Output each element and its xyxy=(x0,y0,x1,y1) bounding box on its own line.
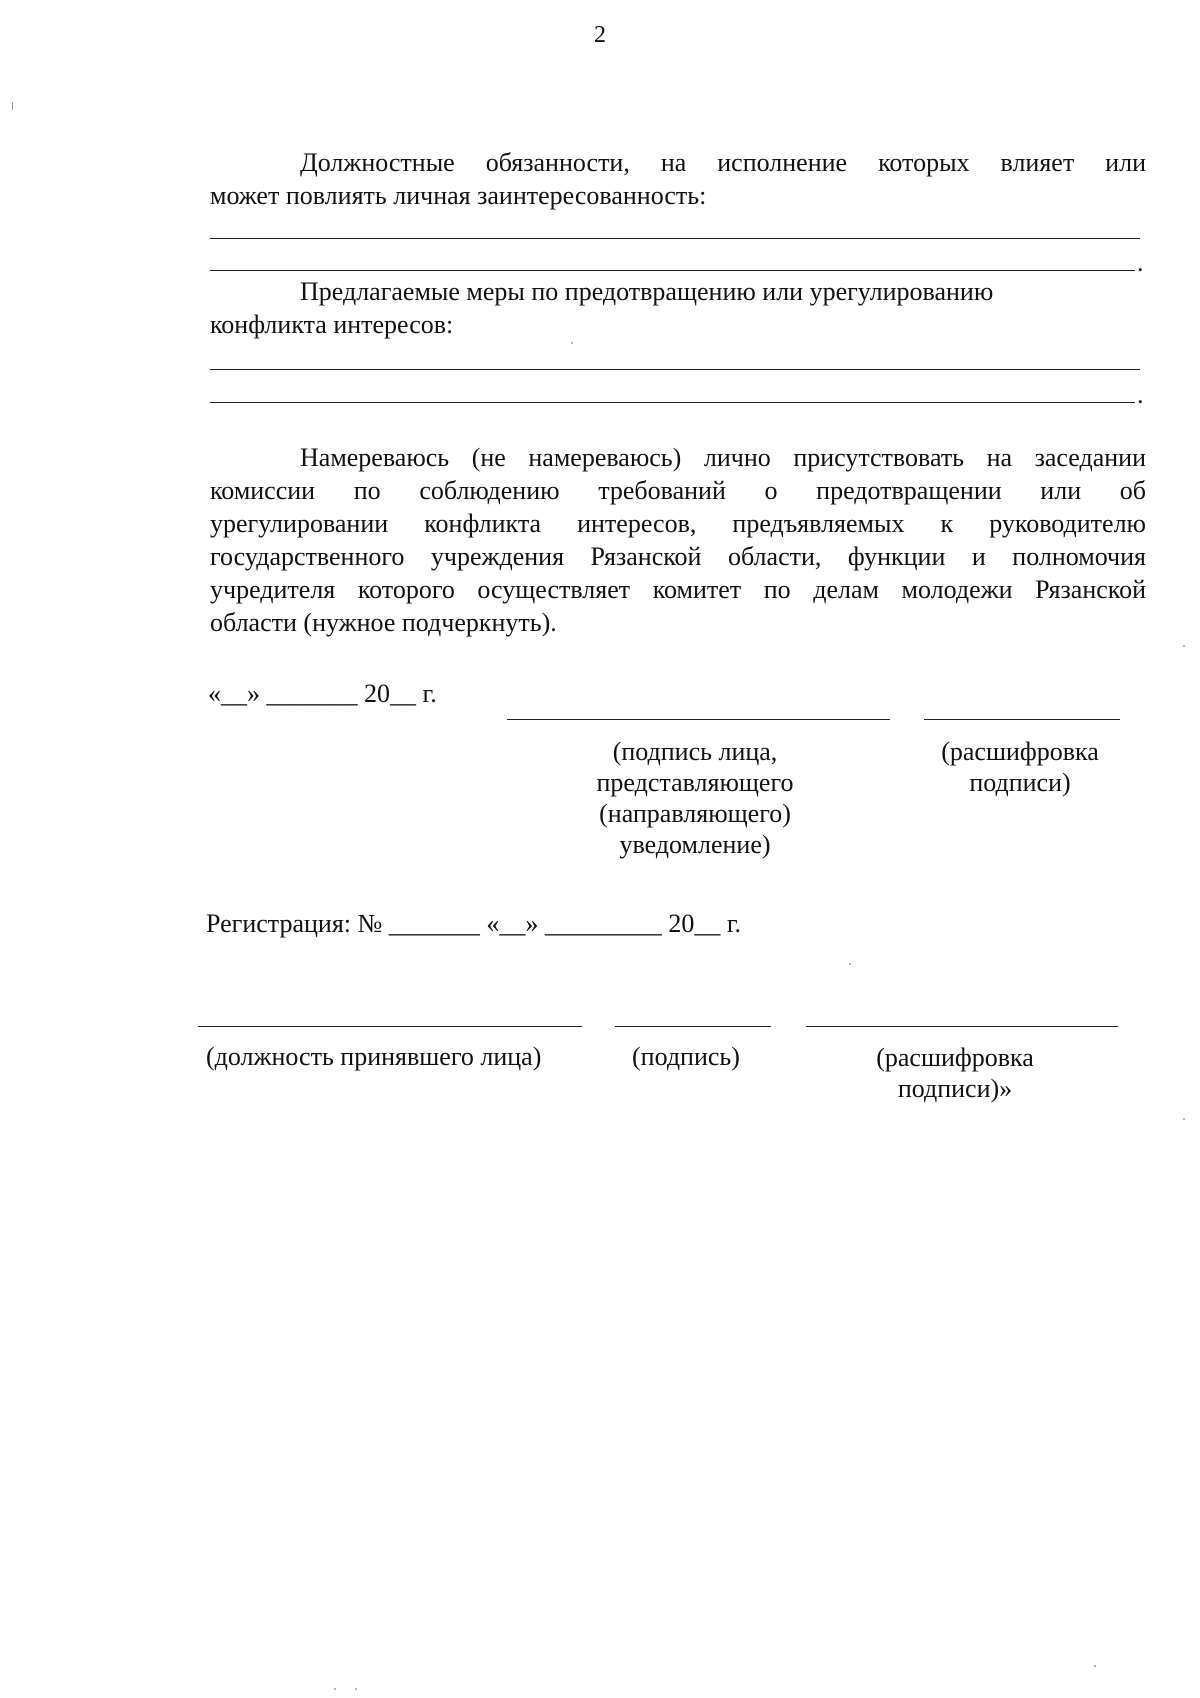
duties-line-1: Должностные обязанности, на исполнение которых влияет или xyxy=(300,148,1146,177)
scan-speck xyxy=(1183,1118,1185,1120)
receiver-decode-line xyxy=(806,1026,1118,1027)
duties-line-2: может повлиять личная заинтересованность: xyxy=(210,181,707,210)
measures-end-mark: . xyxy=(1137,380,1144,409)
signer-caption-line-1: (подпись лица, xyxy=(612,737,778,766)
scan-speck xyxy=(571,342,573,344)
measures-line-2: конфликта интересов: xyxy=(210,310,454,339)
signer-caption-line-3: (направляющего) xyxy=(599,799,791,828)
scan-speck xyxy=(1183,645,1185,647)
measures-blank-line-2 xyxy=(210,402,1135,403)
signer-caption-line-2: представляющего xyxy=(596,768,794,797)
signer-caption xyxy=(560,736,830,860)
scan-speck xyxy=(849,963,851,965)
registration-line: Регистрация: № _______ «__» _________ 20__ г. xyxy=(206,909,742,938)
intention-line-4: государственного учреждения Рязанской области, функции и полномочия xyxy=(210,542,1146,571)
duties-end-mark: . xyxy=(1137,248,1144,277)
intention-line-5: учредителя которого осуществляет комитет по делам молодежи Рязанской xyxy=(210,575,1146,604)
intention-line-6: области (нужное подчеркнуть). xyxy=(210,608,557,637)
duties-paragraph xyxy=(210,146,1146,212)
intention-line-1: Намереваюсь (не намереваюсь) лично присутствовать на заседании xyxy=(300,443,1146,472)
signer-caption-line-4: уведомление) xyxy=(619,830,771,859)
decode-caption-line-1: (расшифровка xyxy=(941,737,1099,766)
decode-caption xyxy=(915,736,1125,798)
measures-blank-line-1 xyxy=(210,369,1140,370)
date-line: «__» _______ 20__ г. xyxy=(208,679,437,708)
page-number: 2 xyxy=(594,22,606,48)
signature-caption: (подпись) xyxy=(632,1042,740,1071)
signer-signature-line xyxy=(507,719,890,720)
measures-line-1: Предлагаемые меры по предотвращению или урегулированию xyxy=(300,277,994,306)
scan-speck xyxy=(355,1688,357,1690)
intention-line-3: урегулировании конфликта интересов, предъявляемых к руководителю xyxy=(210,509,1146,538)
intention-line-2: комиссии по соблюдению требований о предотвращении или об xyxy=(210,476,1146,505)
bottom-decode-caption-line-1: (расшифровка xyxy=(876,1043,1034,1072)
position-caption: (должность принявшего лица) xyxy=(206,1042,542,1071)
position-line xyxy=(198,1026,582,1027)
receiver-signature-line xyxy=(615,1026,771,1027)
signer-decode-line xyxy=(924,719,1120,720)
intention-paragraph xyxy=(210,441,1146,639)
duties-blank-line-1 xyxy=(210,238,1140,239)
scan-speck xyxy=(12,102,13,110)
duties-blank-line-2 xyxy=(210,270,1135,271)
bottom-decode-caption xyxy=(845,1042,1065,1104)
bottom-decode-caption-line-2: подписи)» xyxy=(897,1074,1013,1103)
scan-speck xyxy=(1094,1665,1096,1667)
scan-speck xyxy=(334,1688,336,1690)
decode-caption-line-2: подписи) xyxy=(969,768,1071,797)
